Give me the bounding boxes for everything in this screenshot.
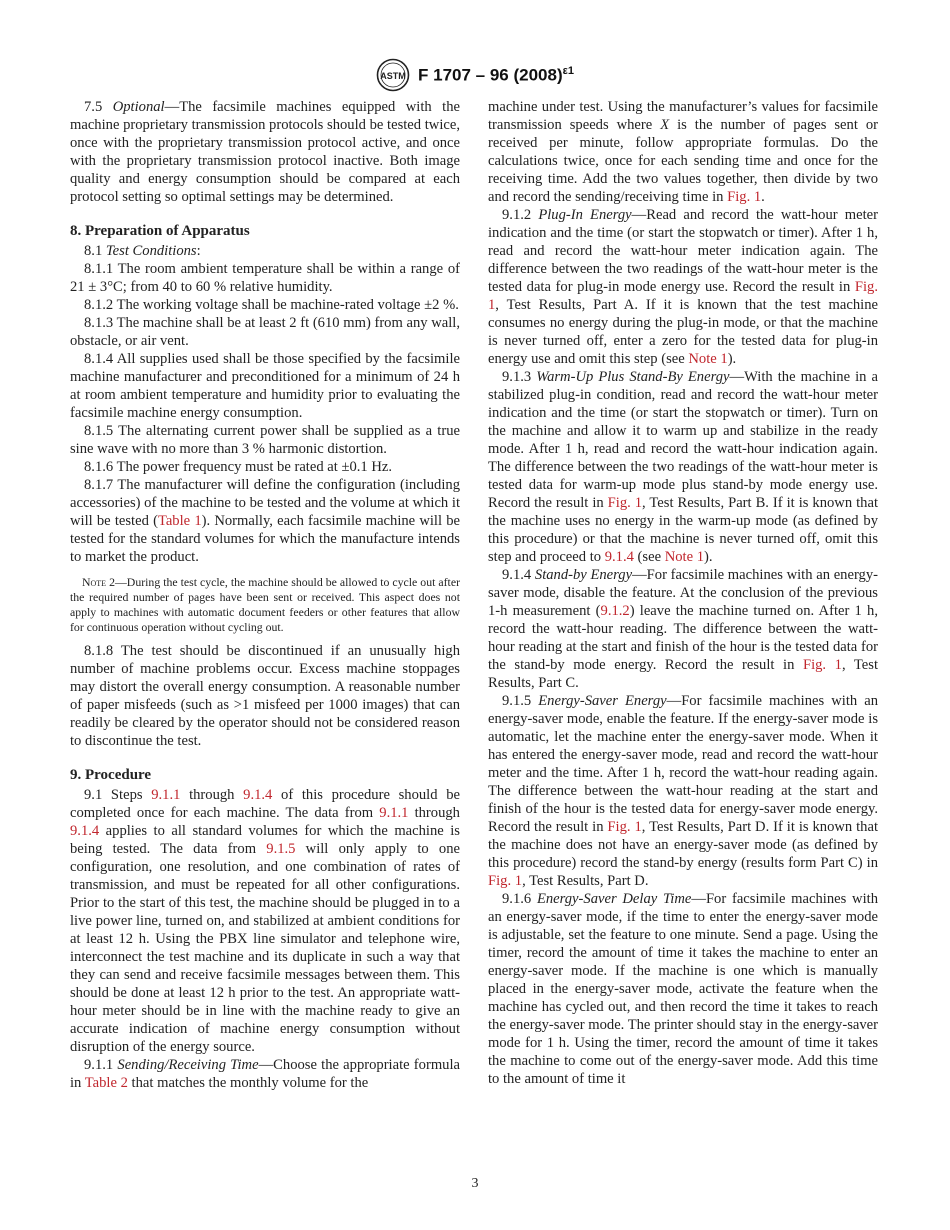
para-title: Sending/Receiving Time — [117, 1057, 259, 1073]
para-text: is the number of pages sent or received per minute, follow appropriate formulas. Do the calculations twice, once for each sending time and once for the receiving time. Add the two values together, then divide by two and record the sending/receiving time in — [488, 117, 878, 205]
para-text: 8.1.7 The manufacturer will define the configuration (including accessories) of the machine to be tested and the volume at which it will be tested ( — [70, 477, 460, 529]
para-text: of this procedure should be completed once for each machine. The data from — [70, 787, 460, 821]
fig-1-link[interactable]: Fig. 1 — [607, 495, 643, 511]
para-number: 9.1.6 — [502, 891, 537, 907]
para-text: ) leave the machine turned on. After 1 h, record the watt-hour reading. The difference between the watt-hour reading at the start and finish of the hour is the tested data for the stand-by mode energy. Record the result in — [488, 603, 878, 673]
para-text: , Test Results, Part D. — [522, 873, 649, 889]
para-text: ). Normally, each facsimile machine will be tested for the standard volumes for which the manufacture intends to market the product. — [70, 513, 460, 565]
note-number: 2 — [106, 575, 115, 589]
para-9-1 — [70, 786, 460, 1056]
note-label: Note — [82, 575, 107, 589]
para-text: —Choose the appropriate formula in — [70, 1057, 461, 1091]
page-number: 3 — [471, 1176, 479, 1191]
para-9-1-2 — [488, 206, 878, 368]
section-9-heading: 9. Procedure — [70, 767, 152, 783]
standard-designation — [418, 65, 574, 86]
note-text: —During the test cycle, the machine should be allowed to cycle out after the required number of pages have been sent or received. This aspect does not apply to machines with automatic document feeders or other features that allow for continuous operation without cycling out. — [70, 575, 460, 634]
para-9-1-3 — [488, 368, 878, 566]
para-8-1-5: 8.1.5 The alternating current power shall be supplied as a true sine wave with no more than 3 % harmonic distortion. — [70, 423, 460, 457]
para-title: Energy-Saver Energy — [538, 693, 667, 709]
para-text: . — [761, 189, 765, 205]
page-header — [0, 58, 950, 92]
para-9-1-1 — [70, 1056, 460, 1092]
para-8-1-4: 8.1.4 All supplies used shall be those specified by the facsimile machine manufacturer and preconditioned for a minimum of 24 h at room ambient temperature and humidity prior to evaluating the facsimile machine energy consumption. — [70, 351, 460, 421]
fig-1-link[interactable]: Fig. 1 — [488, 279, 878, 313]
right-column — [488, 98, 878, 1088]
ref-9-1-4-link[interactable]: 9.1.4 — [243, 787, 273, 803]
para-text: : — [196, 243, 201, 259]
fig-1-link[interactable]: Fig. 1 — [488, 873, 523, 889]
para-number: 8.1 — [84, 243, 103, 259]
para-9-1-6 — [488, 890, 878, 1088]
ref-9-1-1-link[interactable]: 9.1.1 — [151, 787, 181, 803]
variable-x: X — [660, 117, 670, 133]
designation-text: F 1707 – 96 (2008) — [418, 65, 563, 85]
ref-9-1-5-link[interactable]: 9.1.5 — [266, 841, 296, 857]
para-8-1-7 — [70, 476, 460, 566]
para-text: , Test Results, Part B. If it is known that the machine uses no energy in the warm-up mode (as defined by this procedure) or that the machine is never turned off, omit this step and proceed to — [488, 495, 879, 565]
para-9-1-5 — [488, 692, 878, 890]
fig-1-link[interactable]: Fig. 1 — [802, 657, 842, 673]
para-text: —For facsimile machines with an energy-saver mode, if the time to enter the energy-saver mode is adjustable, set the feature to one minute. Send a page. Using the timer, record the amount of time it takes the machine to enter an energy-saver mode. If the machine is one which is manually placed in the energy-saver mode, activate the feature when the machine has cycled out, and then record the time it takes to reach the energy-saver mode. The printer should stay in the energy-saver mode for 1 h. Using the timer, record the amount of time it takes the machine to come out of the energy-saver mode. Add this time to the amount of time it — [488, 891, 878, 1087]
para-text: , Test Results, Part C. — [488, 657, 878, 691]
fig-1-link[interactable]: Fig. 1 — [727, 189, 762, 205]
para-text: applies to all standard volumes for which the machine is being tested. The data from — [70, 823, 460, 857]
para-number: 9.1.3 — [502, 369, 537, 385]
para-title: Stand-by Energy — [534, 567, 633, 583]
para-title: Energy-Saver Delay Time — [536, 891, 692, 907]
para-text: machine under test. Using the manufacturer’s values for facsimile transmission speeds where — [488, 99, 878, 133]
para-8-1-2: 8.1.2 The working voltage shall be machine-rated voltage ±2 %. — [84, 297, 459, 313]
para-text: —Read and record the watt-hour meter indication and the time (or start the stopwatch or timer). After 1 h, read and record the watt-hour meter indication again. The difference between the two readings of the watt-hour meter is the tested data for plug-in mode energy use. Record the result in — [488, 207, 878, 295]
para-8-1-1: 8.1.1 The room ambient temperature shall be within a range of 21 ± 3°C; from 40 to 60 % relative humidity. — [70, 261, 460, 295]
logo-text: ASTM — [380, 71, 406, 81]
ref-9-1-4-link[interactable]: 9.1.4 — [604, 549, 634, 565]
para-text: ). — [704, 549, 713, 565]
table-2-link[interactable]: Table 2 — [84, 1075, 128, 1091]
note-2 — [70, 575, 460, 635]
para-text: will only apply to one configuration, one resolution, and one combination of rates of transmission, and must be repeated for all other configurations. Prior to the start of this test, the machine should be plugged in to a live power line, turned on, and stabilized at ambient conditions for at least 12 h. Using the PBX line simulator and telephone wire, interconnect the test machine and its duplicate in such a way that they can send and receive facsimile messages between them. This should be done at least 12 h prior to the test. An appropriate watt-hour meter should be in line with the machine ready to give an accurate indication of machine energy consumption without disruption of the energy source. — [70, 841, 460, 1055]
para-text: through — [180, 787, 244, 803]
para-7-5 — [70, 98, 460, 206]
para-text: —The facsimile machines equipped with the machine proprietary transmission protocols should be tested twice, once with the proprietary transmission protocol active, and once with the proprietary transmission protocol inactive. Both image quality and energy consumption should be compared at each protocol setting so optimal settings may be determined. — [70, 99, 460, 205]
para-title: Warm-Up Plus Stand-By Energy — [536, 369, 730, 385]
para-title: Test Conditions — [105, 243, 197, 259]
para-text: —For facsimile machines with an energy-saver mode, enable the feature. If the energy-saver mode is automatic, let the machine enter the energy-saver mode. When it has entered the energy-saver mode, read and record the watt-hour meter and the time. After 1 h, record the watt-hour reading again. The difference between the watt-hour reading at the start and finish of the hour is the tested data for energy-saver mode energy. Record the result in — [488, 693, 878, 835]
para-text: that matches the monthly volume for the — [127, 1075, 369, 1091]
para-8-1-8: 8.1.8 The test should be discontinued if an unusually high number of machine problems occur. Excess machine stoppages may distort the overall energy consumption. A reasonable number of paper misfeeds (such as >1 misfeed per 1000 images) that can readily be cleared by the operator should not be considered reason to discontinue the test. — [70, 643, 460, 749]
para-text: ). — [727, 351, 737, 367]
table-1-link[interactable]: Table 1 — [157, 513, 202, 529]
ref-9-1-1-link[interactable]: 9.1.1 — [379, 805, 409, 821]
para-9-1-4 — [488, 566, 878, 692]
left-column — [70, 98, 460, 1092]
ref-9-1-2-link[interactable]: 9.1.2 — [600, 603, 630, 619]
para-text: —With the machine in a stabilized plug-in condition, read and record the watt-hour meter indication and the time (or start the stopwatch or timer). Turn on the machine and allow it to warm up and stabilize in the ready mode. After 1 h, read and record the watt-hour indication again. The difference between the two readings of the watt-hour meter is tested data for warm-up mode plus stand-by mode energy use. Record the result in — [488, 369, 879, 511]
para-text: 9.1 Steps — [84, 787, 152, 803]
para-8-1-3: 8.1.3 The machine shall be at least 2 ft (610 mm) from any wall, obstacle, or air vent. — [70, 315, 460, 349]
section-8-heading: 8. Preparation of Apparatus — [70, 223, 250, 239]
para-title: Plug-In Energy — [538, 207, 632, 223]
astm-logo-icon — [376, 58, 410, 92]
fig-1-link[interactable]: Fig. 1 — [607, 819, 642, 835]
note-1-link[interactable]: Note 1 — [664, 549, 705, 565]
para-text: (see — [633, 549, 665, 565]
para-text: , Test Results, Part A. If it is known that the test machine consumes no energy during the plug-in mode, or that the machine is never turned off, enter a zero for the tested data for plug-in energy use and omit this step (see — [488, 297, 878, 367]
para-number: 9.1.2 — [502, 207, 539, 223]
para-title: Optional — [112, 99, 165, 115]
para-number: 9.1.4 — [502, 567, 535, 583]
designation-superscript: ε1 — [562, 64, 574, 77]
para-9-1-1-continued — [488, 98, 878, 206]
para-8-1 — [70, 242, 460, 260]
para-8-1-6: 8.1.6 The power frequency must be rated at ±0.1 Hz. — [84, 459, 393, 475]
note-1-link[interactable]: Note 1 — [688, 351, 728, 367]
para-text: through — [408, 805, 460, 821]
para-text: , Test Results, Part D. If it is known that the machine does not have an energy-saver mode (as defined by this procedure) record the stand-by energy (results form Part C) in — [488, 819, 879, 871]
ref-9-1-4-link[interactable]: 9.1.4 — [70, 823, 100, 839]
para-number: 9.1.5 — [502, 693, 539, 709]
para-number: 9.1.1 — [84, 1057, 118, 1073]
para-text: —For facsimile machines with an energy-saver mode, disable the feature. At the conclusion of the previous 1-h measurement ( — [488, 567, 878, 619]
para-number: 7.5 — [84, 99, 103, 115]
